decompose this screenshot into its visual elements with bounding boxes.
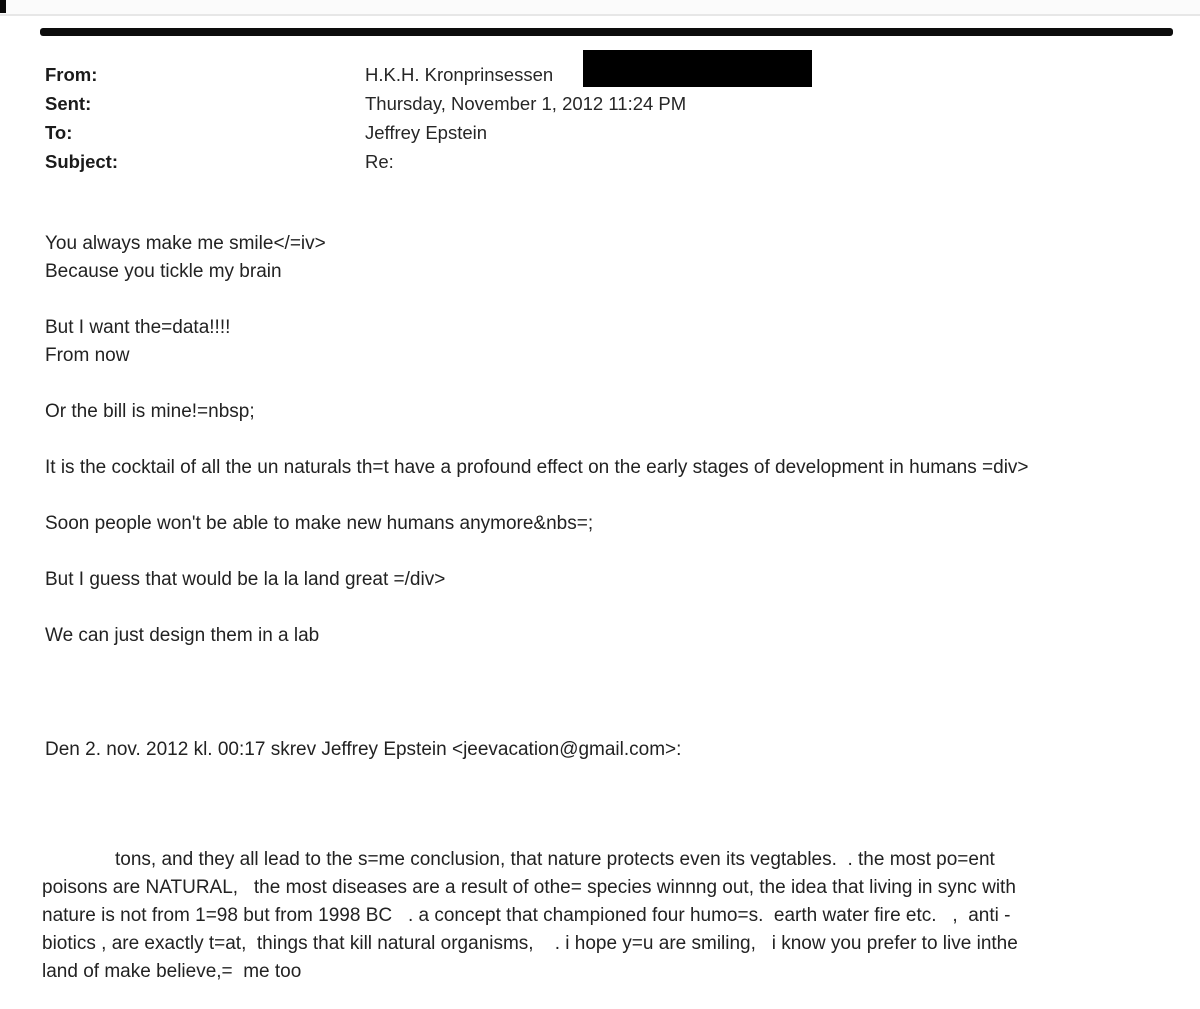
body-line: But I want the=data!!!! xyxy=(45,317,231,338)
quote-line: tons, and they all lead to the s=me conclusion, that nature protects even its vegtables. . the most po=ent xyxy=(115,849,995,870)
body-paragraph xyxy=(45,454,1185,482)
from-label: From: xyxy=(45,64,98,85)
body-line: But I guess that would be la la land great =/div> xyxy=(45,569,446,590)
to-value: Jeffrey Epstein xyxy=(365,122,488,143)
subject-label: Subject: xyxy=(45,151,118,172)
quote-line: poisons are NATURAL, the most diseases are a result of othe= species winnng out, the idea that living in sync with xyxy=(42,877,1016,898)
body-line: Or the bill is mine!=nbsp; xyxy=(45,401,255,422)
quote-attribution-line: Den 2. nov. 2012 kl. 00:17 skrev Jeffrey Epstein <jeevacation@gmail.com>: xyxy=(45,739,682,760)
top-band xyxy=(0,0,1200,16)
body-paragraph xyxy=(45,622,1185,650)
header-row-to xyxy=(45,118,1145,147)
to-label: To: xyxy=(45,122,73,143)
body-paragraph xyxy=(45,314,1185,370)
top-divider-bar xyxy=(40,28,1173,36)
header-row-subject xyxy=(45,147,1145,176)
body-line: From now xyxy=(45,345,130,366)
subject-value: Re: xyxy=(365,151,394,172)
body-line: You always make me smile</=iv> xyxy=(45,233,326,254)
email-body xyxy=(45,230,1185,678)
body-line: Soon people won't be able to make new humans anymore&nbs=; xyxy=(45,513,594,534)
redaction-box xyxy=(583,50,812,87)
quoted-message xyxy=(42,846,1172,986)
quote-line: land of make believe,= me too xyxy=(42,961,302,982)
body-paragraph xyxy=(45,510,1185,538)
sent-label: Sent: xyxy=(45,93,92,114)
body-line: We can just design them in a lab xyxy=(45,625,320,646)
body-paragraph xyxy=(45,566,1185,594)
body-line: Because you tickle my brain xyxy=(45,261,282,282)
from-value: H.K.H. Kronprinsessen xyxy=(365,64,554,85)
quote-line: nature is not from 1=98 but from 1998 BC . a concept that championed four humo=s. earth water fire etc. , anti - xyxy=(42,905,1011,926)
header-row-sent xyxy=(45,89,1145,118)
quote-line: biotics , are exactly t=at, things that kill natural organisms, . i hope y=u are smiling, i know you prefer to live inthe xyxy=(42,933,1018,954)
body-paragraph xyxy=(45,230,1185,286)
body-paragraph xyxy=(45,398,1185,426)
sent-value: Thursday, November 1, 2012 11:24 PM xyxy=(365,93,687,114)
scan-corner-artifact xyxy=(0,0,6,13)
body-line: It is the cocktail of all the un naturals th=t have a profound effect on the early stages of development in humans =div> xyxy=(45,457,1029,478)
